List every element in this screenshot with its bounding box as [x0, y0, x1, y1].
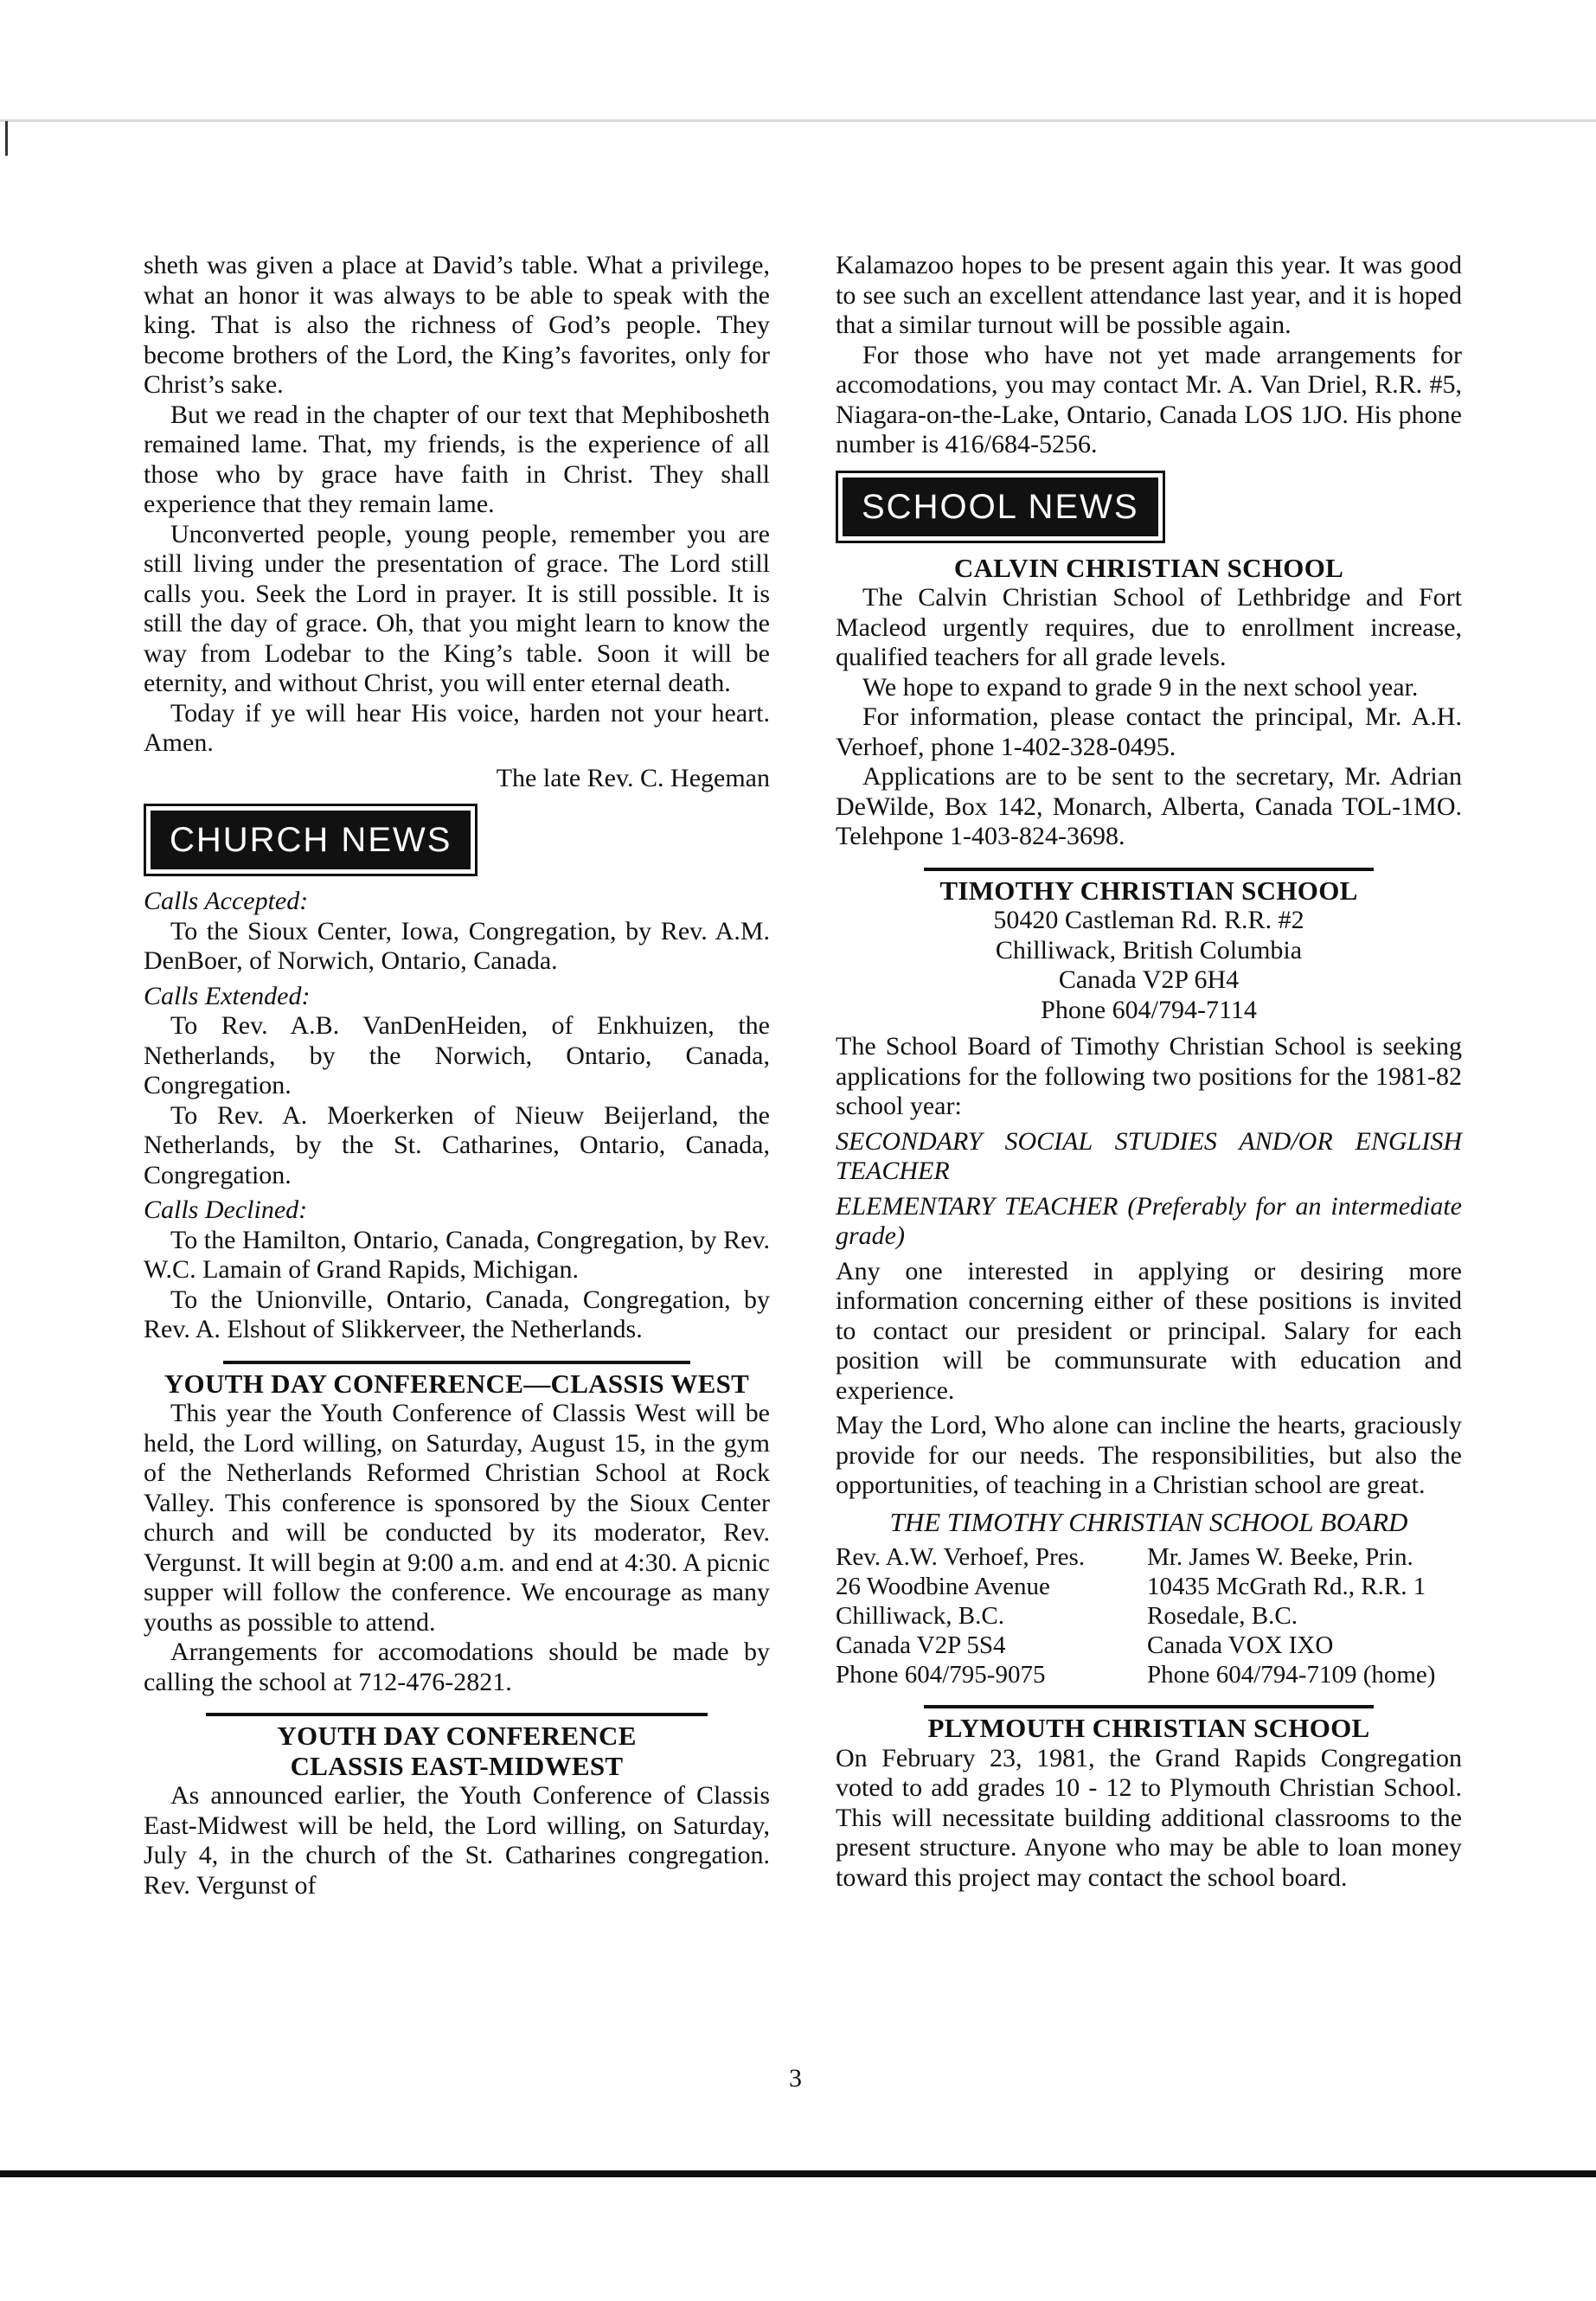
- contact-line: Chilliwack, B.C.: [836, 1602, 1004, 1630]
- calls-declined-label: Calls Declined:: [144, 1195, 308, 1224]
- calls-accepted-label: Calls Accepted:: [144, 887, 309, 915]
- position-secondary: SECONDARY SOCIAL STUDIES AND/OR ENGLISH TEACHER: [836, 1126, 1462, 1185]
- sermon-signature: The late Rev. C. Hegeman: [496, 763, 770, 792]
- calls-declined-item: To the Unionville, Ontario, Canada, Congregation, by Rev. A. Elshout of Slikkerveer, the Netherlands.: [144, 1285, 770, 1343]
- timothy-phone: Phone 604/794-7114: [1041, 995, 1257, 1024]
- timothy-heading: TIMOTHY CHRISTIAN SCHOOL: [939, 875, 1358, 906]
- position-elementary: ELEMENTARY TEACHER (Preferably for an intermediate grade): [836, 1191, 1462, 1250]
- timothy-paragraph: May the Lord, Who alone can incline the hearts, graciously provide for our needs. The responsibilities, but also the opportunities, of teaching in a Christian school are great.: [836, 1411, 1462, 1499]
- plymouth-heading: PLYMOUTH CHRISTIAN SCHOOL: [927, 1713, 1370, 1743]
- calvin-heading: CALVIN CHRISTIAN SCHOOL: [953, 552, 1344, 583]
- contact-line: 10435 McGrath Rd., R.R. 1: [1147, 1573, 1426, 1600]
- section-divider: [223, 1361, 690, 1364]
- ydc-east-continued: Kalamazoo hopes to be present again this year. It was good to see such an excellent attendance last year, and it is hoped that a similar turnout will be possible again.: [836, 251, 1462, 339]
- contact-line: Canada VOX IXO: [1147, 1631, 1334, 1659]
- timothy-address-line: Chilliwack, British Columbia: [995, 935, 1303, 965]
- ydc-east-heading-line2: CLASSIS EAST-MIDWEST: [290, 1750, 624, 1781]
- ydc-west-paragraph: Arrangements for accomodations should be made by calling the school at 712-476-2821.: [144, 1638, 770, 1696]
- page-number: 3: [789, 2064, 802, 2093]
- principal-contact: [1147, 1542, 1462, 1689]
- timothy-address-line: Canada V2P 6H4: [1058, 965, 1240, 994]
- sermon-paragraph: sheth was given a place at David’s table. What a privilege, what an honor it was always to be able to speak with the king. That is also the richness of God’s people. They become brothers of the Lord, the King’s favorites, only for Christ’s sake.: [144, 251, 770, 399]
- timothy-paragraph: Any one interested in applying or desiring more information concerning either of these positions is invited to contact our president or principal. Salary for each position will be communsurate with education and experience.: [836, 1256, 1462, 1405]
- ydc-east-heading-line1: YOUTH DAY CONFERENCE: [277, 1721, 637, 1751]
- timothy-address-line: 50420 Castleman Rd. R.R. #2: [993, 906, 1304, 934]
- contact-line: Rev. A.W. Verhoef, Pres.: [836, 1543, 1086, 1571]
- contact-line: Canada V2P 5S4: [836, 1631, 1006, 1659]
- calvin-paragraph: We hope to expand to grade 9 in the next school year.: [862, 672, 1419, 702]
- ydc-west-heading: YOUTH DAY CONFERENCE—CLASSIS WEST: [163, 1368, 750, 1399]
- contact-line: Phone 604/794-7109 (home): [1147, 1661, 1436, 1689]
- sermon-paragraph: Today if ye will hear His voice, harden not your heart. Amen.: [144, 698, 770, 757]
- right-column: [836, 251, 1462, 1893]
- board-contacts: [836, 1542, 1462, 1689]
- plymouth-paragraph: On February 23, 1981, the Grand Rapids Congregation voted to add grades 10 - 12 to Plymouth Christian School. This will necessitate building additional classrooms to the present structure. Anyone who may be able to loan money toward this project may contact the school board.: [836, 1743, 1462, 1892]
- ydc-east-contact: For those who have not yet made arrangements for accomodations, you may contact Mr. A. Van Driel, R.R. #5, Niagara-on-the-Lake, Ontario, Canada LOS 1JO. His phone number is 416/684-5256.: [836, 340, 1462, 458]
- president-contact: [836, 1542, 1147, 1689]
- calls-accepted-text: To the Sioux Center, Iowa, Congregation, by Rev. A.M. DenBoer, of Norwich, Ontario, Canada.: [144, 916, 770, 975]
- scan-edge-bottom: [0, 2170, 1596, 2177]
- calvin-paragraph: The Calvin Christian School of Lethbridge and Fort Macleod urgently requires, due to enrollment increase, qualified teachers for all grade levels.: [836, 583, 1462, 671]
- contact-line: 26 Woodbine Avenue: [836, 1573, 1050, 1600]
- calvin-paragraph: For information, please contact the principal, Mr. A.H. Verhoef, phone 1-402-328-0495.: [836, 702, 1462, 761]
- sermon-paragraph: Unconverted people, young people, remember you are still living under the presentation of grace. The Lord still calls you. Seek the Lord in prayer. It is still possible. It is still the day of grace. Oh, that you might learn to know the way from Lodebar to the King’s table. Soon it will be eternity, and without Christ, you will enter eternal death.: [144, 519, 770, 697]
- contact-line: Phone 604/795-9075: [836, 1661, 1046, 1689]
- calls-extended-label: Calls Extended:: [144, 981, 311, 1010]
- sermon-paragraph: But we read in the chapter of our text that Mephibosheth remained lame. That, my friends, is the experience of all those who by grace have faith in Christ. They shall experience that they remain lame.: [144, 400, 770, 518]
- board-title: THE TIMOTHY CHRISTIAN SCHOOL BOARD: [889, 1506, 1408, 1537]
- school-news-banner: [836, 471, 1165, 543]
- section-divider: [924, 868, 1374, 871]
- section-divider: [924, 1705, 1374, 1708]
- scan-edge-left: [5, 121, 8, 156]
- timothy-paragraph: The School Board of Timothy Christian School is seeking applications for the following two positions for the 1981-82 school year:: [836, 1032, 1462, 1120]
- school-news-label: SCHOOL NEWS: [843, 478, 1158, 536]
- scan-edge-top: [0, 119, 1596, 122]
- calls-extended-item: To Rev. A.B. VanDenHeiden, of Enkhuizen, the Netherlands, by the Norwich, Ontario, Canada, Congregation.: [144, 1011, 770, 1099]
- section-divider: [206, 1713, 708, 1716]
- ydc-east-paragraph: As announced earlier, the Youth Conference of Classis East-Midwest will be held, the Lord willing, on Saturday, July 4, in the church of the St. Catharines congregation. Rev. Vergunst of: [144, 1781, 770, 1900]
- contact-line: Rosedale, B.C.: [1147, 1602, 1298, 1630]
- calls-declined-item: To the Hamilton, Ontario, Canada, Congregation, by Rev. W.C. Lamain of Grand Rapids, Michigan.: [144, 1225, 770, 1284]
- calvin-paragraph: Applications are to be sent to the secretary, Mr. Adrian DeWilde, Box 142, Monarch, Alberta, Canada TOL-1MO. Telehpone 1-403-824-3698.: [836, 762, 1462, 850]
- left-column: [144, 251, 770, 1900]
- church-news-banner: [144, 804, 478, 876]
- calls-extended-item: To Rev. A. Moerkerken of Nieuw Beijerland, the Netherlands, by the St. Catharines, Ontario, Canada, Congregation.: [144, 1100, 770, 1189]
- contact-line: Mr. James W. Beeke, Prin.: [1147, 1543, 1413, 1571]
- church-news-label: CHURCH NEWS: [151, 811, 471, 869]
- ydc-west-paragraph: This year the Youth Conference of Classis West will be held, the Lord willing, on Saturday, August 15, in the gym of the Netherlands Reformed Christian School at Rock Valley. This conference is sponsored by the Sioux Center church and will be conducted by its moderator, Rev. Vergunst. It will begin at 9:00 a.m. and end at 4:30. A picnic supper will follow the conference. We encourage as many youths as possible to attend.: [144, 1399, 770, 1637]
